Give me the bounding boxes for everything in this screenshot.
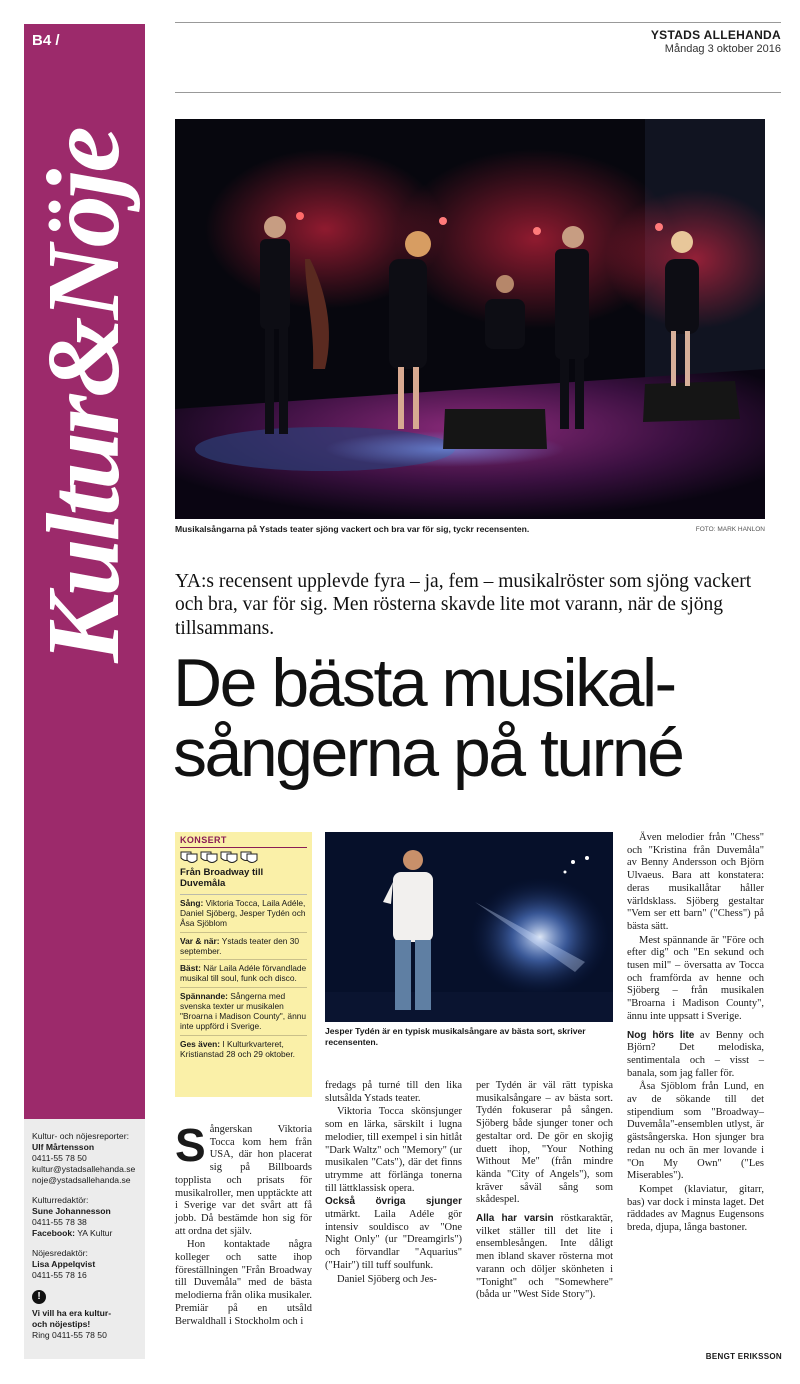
tip-line-2: och nöjestips!: [32, 1319, 91, 1329]
exclamation-icon: !: [32, 1290, 46, 1304]
contact-editor: [32, 1195, 137, 1239]
paragraph-lead: Också övriga sjunger: [325, 1196, 462, 1208]
theatre-mask-icon: [200, 851, 218, 864]
body-paragraph: fredags på turné till den lika slutsålda Ystads teater.: [325, 1080, 462, 1104]
issue-date: Måndag 3 oktober 2016: [664, 43, 781, 55]
section-code: B4 /: [32, 32, 60, 49]
section-sidebar: [24, 24, 145, 1119]
contact-panel: [24, 1119, 145, 1359]
contact-reporter: [32, 1131, 137, 1186]
body-paragraph: Alla har varsin röstkaraktär, vilket ställer till det lite i ensemblesången. Inte dåligt men ibland skaver rösterna mot varann och döljer skönheten i "Tonight" och "Somewhere" (båda ur "West Side Story").: [476, 1213, 613, 1301]
theatre-mask-icon: [240, 851, 258, 864]
noje-role: Nöjesredaktör:: [32, 1248, 88, 1258]
body-paragraph: Åsa Sjöblom från Lund, en av de sökande till det stipendium som "Broadway–Duvemåla"-ensemblen utlyst, är gästsångerska. Hon sjunger bra redan nu och än mer lovande i "On My Own" ("Les Miserables").: [627, 1081, 764, 1182]
body-paragraph: Viktoria Tocca skönsjunger som en lärka, särskilt i lugna melodier, till exempel i sin hitlåt "Dark Waltz" och "Memory" (ur musikalen "Cats"), där det finns utrymme att förlänga tonerna till lättklassisk opera.: [325, 1106, 462, 1194]
singer-caption: Jesper Tydén är en typisk musikalsångare av bästa sort, skriver recensenten.: [325, 1026, 586, 1047]
body-paragraph: Också övriga sjunger utmärkt. Laila Adéle gör intensiv souldisco av "One Night Only" (ur "Dreamgirls") och förvandlar "Aquarius" ("Hair") till tuff soulfunk.: [325, 1196, 462, 1271]
editor-phone: 0411-55 78 38: [32, 1217, 87, 1227]
factbox-row-var-nar: Var & när: Ystads teater den 30 september.: [180, 936, 307, 961]
tip-line-1: Vi vill ha era kultur-: [32, 1308, 112, 1318]
editor-facebook: Facebook: YA Kultur: [32, 1228, 113, 1238]
body-paragraph: Hon kontaktade några kolleger och satte ihop föreställningen "Från Broadway till Duvemåla" med de bästa melodierna från olika musikaler. Premiär på en utsåld Berwaldhall i Stockholm och i: [175, 1239, 312, 1327]
body-paragraph: per Tydén är väl rätt typiska musikalsångare – av bästa sort. Tydén fokuserar på sången. Sjöberg både sjunger toner och gestaltar ord. De gör en skojig duett ihop, "Your Nothing Without Me" (från mindre kända "City of Angels"), som kräver såväl sång som skådespel.: [476, 1080, 613, 1206]
body-column-1: [175, 1119, 312, 1329]
tip-phone: Ring 0411-55 78 50: [32, 1330, 107, 1340]
body-column-4: [627, 832, 764, 1236]
concert-stage-image: [175, 119, 765, 519]
masthead: [651, 28, 781, 55]
singer-image: [325, 832, 613, 1022]
reporter-email-kultur[interactable]: kultur@ystadsallehanda.se: [32, 1164, 136, 1174]
editor-name: Sune Johannesson: [32, 1206, 111, 1216]
noje-phone: 0411-55 78 16: [32, 1270, 87, 1280]
reporter-phone: 0411-55 78 50: [32, 1153, 87, 1163]
body-paragraph: Daniel Sjöberg och Jes-: [337, 1273, 437, 1285]
body-paragraph: Mest spännande är "Före och efter dig" och "En sekund och tusen mil" – översatta av Tocca och framförda av henne och Sjöberg – från musikalen "Broarna i Madison County", ännu inte uppsatt i Sverige.: [627, 934, 764, 1022]
factbox-row-spannande: Spännande: Sångerna med svenska texter ur musikalen "Broarna i Madison County", ännu inte uppförd i Sverige.: [180, 991, 307, 1036]
hero-photo: [175, 119, 765, 519]
article-headline: [173, 645, 783, 792]
theatre-mask-icon: [180, 851, 198, 864]
factbox-label: KONSERT: [180, 835, 307, 848]
reporter-name: Ulf Mårtensson: [32, 1142, 95, 1152]
drop-cap: S: [175, 1119, 206, 1171]
reporter-email-noje[interactable]: noje@ystadsallehanda.se: [32, 1175, 131, 1185]
theatre-mask-icon: [220, 851, 238, 864]
paragraph-lead: Nog hörs lite: [627, 1029, 695, 1041]
body-paragraph: Nog hörs lite av Benny och Björn? Det melodiska, sentimentala och – visst – banala, som jag faller för.: [627, 1029, 764, 1079]
article-byline: BENGT ERIKSSON: [705, 1352, 782, 1361]
header-rule: [175, 92, 781, 93]
body-column-3: [476, 1080, 613, 1303]
factbox-title: Från Broadway till Duvemåla: [180, 867, 307, 895]
body-paragraph: Även melodier från "Chess" och "Kristina från Duvemåla" av Benny Andersson och Björn Ulvaeus. Bara att konstatera: deras musikallåtar håller världsklass. Sjöberg gestaltar "Vem ser ett barn" ("Chess") på bästa sätt.: [627, 832, 764, 932]
body-column-2: [325, 1080, 462, 1287]
factbox-row-ges-aven: Ges även: I Kulturkvarteret, Kristianstad 28 och 29 oktober.: [180, 1038, 295, 1059]
contact-noje-editor: [32, 1248, 137, 1281]
singer-photo: [325, 832, 613, 1022]
editor-role: Kulturredaktör:: [32, 1195, 89, 1205]
hero-caption: Musikalsångarna på Ystads teater sjöng vackert och bra var för sig, tyckr recensenten.: [175, 524, 530, 534]
review-factbox: [175, 832, 312, 1097]
rating-masks: [180, 851, 307, 864]
photo-credit: FOTO: MARK HANLON: [695, 526, 765, 533]
body-paragraph: ångerskan Viktoria Tocca kom hem från USA, där hon placerat sig på Billboards topplista och prisats för musikalroller, men upptäckte att i Sverige var det svårt att få jobb. Då bestämde hon sig för att ordna det själv.: [175, 1124, 312, 1237]
reporter-role: Kultur- och nöjesreporter:: [32, 1131, 129, 1141]
news-tip: [32, 1290, 137, 1341]
factbox-row-sang: Sång: Viktoria Tocca, Laila Adéle, Daniel Sjöberg, Jesper Tydén och Åsa Sjöblom: [180, 898, 307, 933]
section-title: Kultur&Nöje: [26, 129, 141, 663]
headline-line-1: De bästa musikal-: [173, 645, 675, 721]
paper-name: YSTADS ALLEHANDA: [650, 28, 781, 42]
noje-name: Lisa Appelqvist: [32, 1259, 96, 1269]
factbox-row-bast: Bäst: När Laila Adéle förvandlade musikal till soul, funk och disco.: [180, 963, 307, 988]
paragraph-lead: Alla har varsin: [476, 1213, 554, 1225]
top-rule: [175, 22, 781, 23]
body-paragraph: Kompet (klaviatur, gitarr, bas) var dock i minsta laget. Det räddades av Magnus Eugensons breda, djupa, långa bastoner.: [627, 1183, 764, 1234]
headline-line-2: sångerna på turné: [173, 715, 683, 792]
article-ingress: YA:s recensent upplevde fyra – ja, fem – musikalröster som sjöng vackert och bra, var för sig. Men rösterna skavde lite mot varann, när de sjöng tillsammans.: [175, 571, 752, 639]
